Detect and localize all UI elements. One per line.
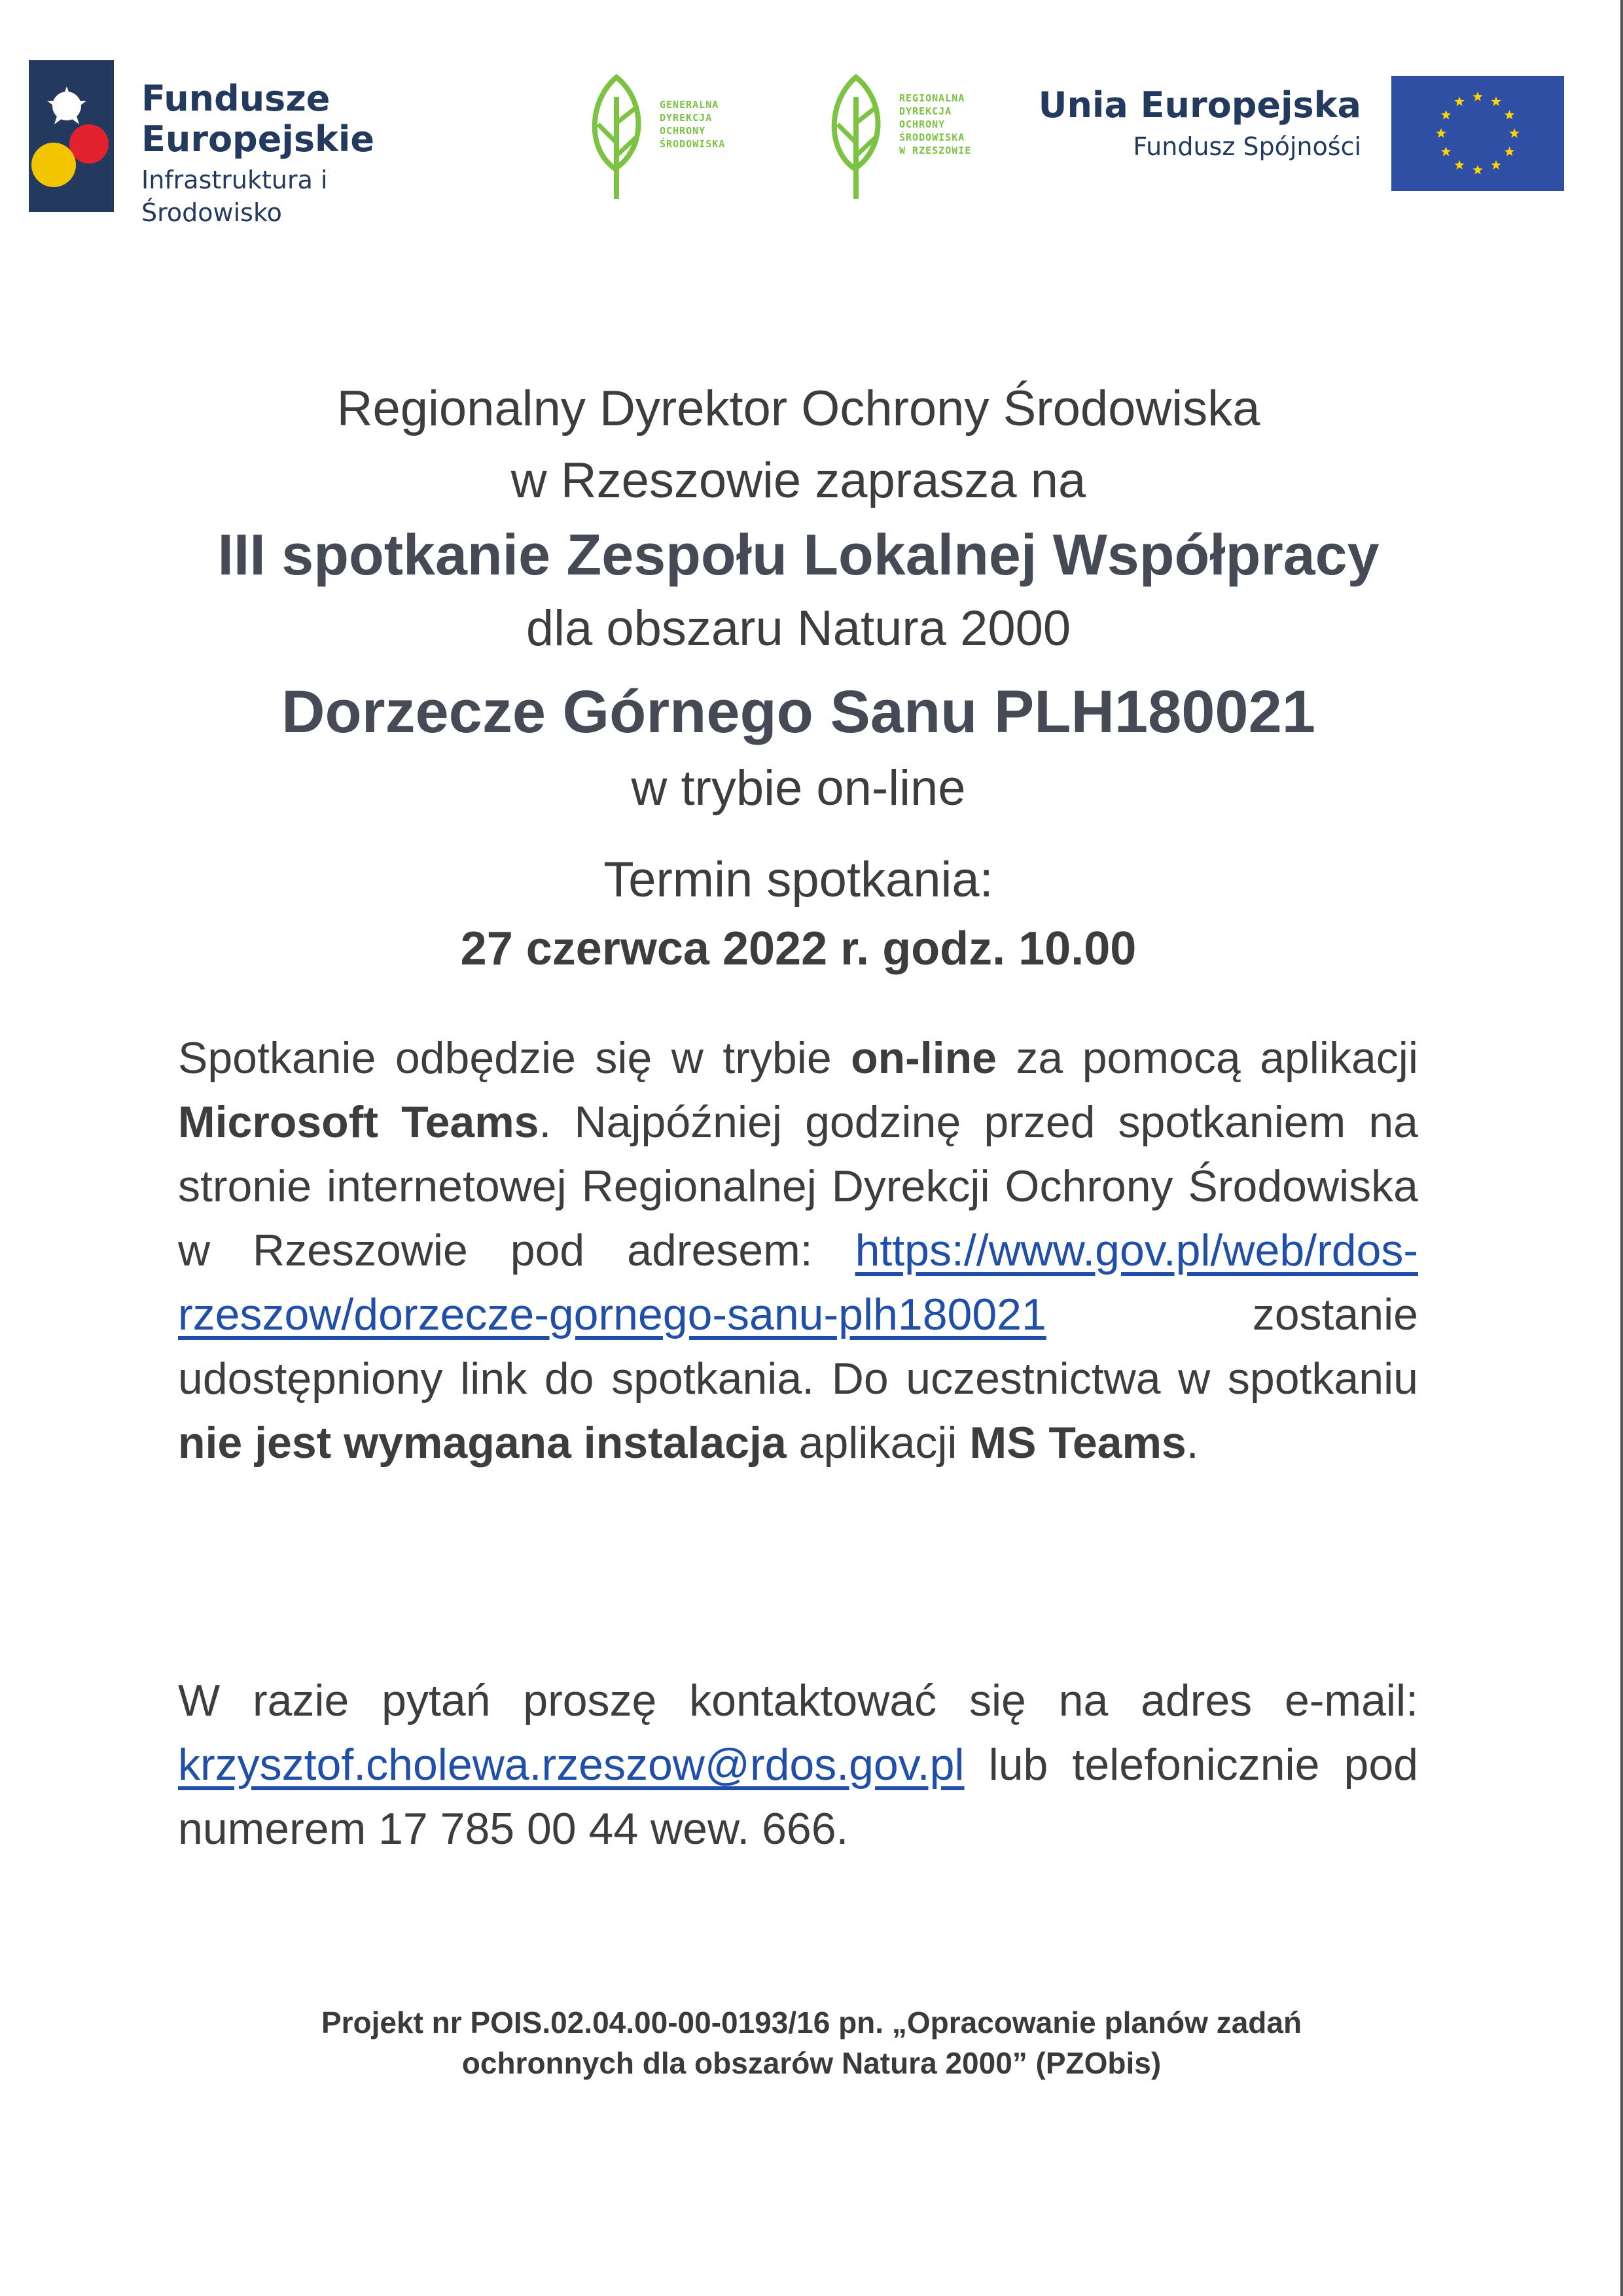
gdos-logo [582,71,726,202]
p1-online: on-line [851,1033,997,1083]
term-label: Termin spotkania: [603,852,993,908]
p1-no-install: nie jest wymagana instalacja [178,1418,787,1468]
title-meeting-name: III spotkanie Zespołu Lokalnej Współpracy [217,522,1380,587]
ue-logo-subtitle: Fundusz Spójności [1133,132,1361,161]
p1-app-name: Microsoft Teams [178,1097,539,1147]
meeting-page-link[interactable]: https://www.gov.pl/web/rdos-rzeszow/dorzecze-gornego-sanu-plh180021 [178,1226,1418,1339]
eu-flag-icon [1391,76,1564,191]
p1-ms-teams: MS Teams [969,1418,1186,1468]
rdos-logo [822,71,972,202]
fe-logo-line2: Europejskie [141,118,375,160]
footer-line-2: ochronnych dla obszarów Natura 2000” (PZObis) [461,2046,1162,2080]
gdos-text-3: OCHRONY [660,125,706,137]
fe-logo-line1: Fundusze [141,78,330,119]
title-line-2: w Rzeszowie zaprasza na [510,453,1086,508]
gdos-leaf-icon [582,71,654,202]
contact-email-link[interactable]: krzysztof.cholewa.rzeszow@rdos.gov.pl [178,1740,965,1790]
fe-stars-icon [29,60,114,212]
gdos-text-1: GENERALNA [660,99,719,111]
rdos-leaf-icon [822,71,894,202]
gdos-text-4: ŚRODOWISKA [660,138,726,150]
rdos-text-4: ŚRODOWISKA [899,132,965,143]
title-mode: w trybie on-line [631,760,966,816]
fundusze-europejskie-logo [29,60,474,227]
p2-text-a: W razie pytań proszę kontaktować się na adres e-mail: [178,1676,1418,1725]
p1-text-a: Spotkanie odbędzie się w trybie [178,1033,851,1083]
title-site-name: Dorzecze Górnego Sanu PLH180021 [281,679,1315,745]
footer-line-1: Projekt nr POIS.02.04.00-00-0193/16 pn. „Opracowanie planów zadań [321,2005,1302,2040]
p1-text-f: zostanie udostępniony link do spotkania. Do uczestnictwa w spotkaniu [178,1290,1418,1404]
contact-paragraph [178,1669,1418,1861]
ue-logo-title: Unia Europejska [1038,84,1361,126]
project-footer [196,2002,1427,2083]
title-line-1: Regionalny Dyrektor Ochrony Środowiska [336,381,1260,436]
p1-text-e: . Najpóźniej godzinę przed spotkaniem na stronie internetowej Regionalnej Dyrekcji Ochrony Środowiska w Rzeszowie pod adresem: [178,1097,1418,1275]
scan-edge [1620,0,1623,2296]
unia-europejska-logo [1021,84,1361,162]
rdos-text-3: OCHRONY [899,118,946,130]
p1-text-c: za pomocą aplikacji [996,1033,1418,1083]
p1-text-h: aplikacji [786,1418,970,1468]
term-date: 27 czerwca 2022 r. godz. 10.00 [460,923,1137,975]
gdos-text-2: DYREKCJA [660,112,713,124]
rdos-text-1: REGIONALNA [899,92,965,104]
title-line-4: dla obszaru Natura 2000 [526,601,1071,656]
rdos-text-5: W RZESZOWIE [899,145,972,156]
p2-text-b: lub telefonicznie pod numerem 17 785 00 44 wew. 666. [178,1740,1418,1854]
fe-logo-line3: Infrastruktura i Środowisko [141,166,328,227]
invitation-title-block [105,373,1492,981]
p1-text-j: . [1186,1418,1199,1468]
rdos-text-2: DYREKCJA [899,105,952,117]
meeting-info-paragraph [178,1026,1418,1475]
